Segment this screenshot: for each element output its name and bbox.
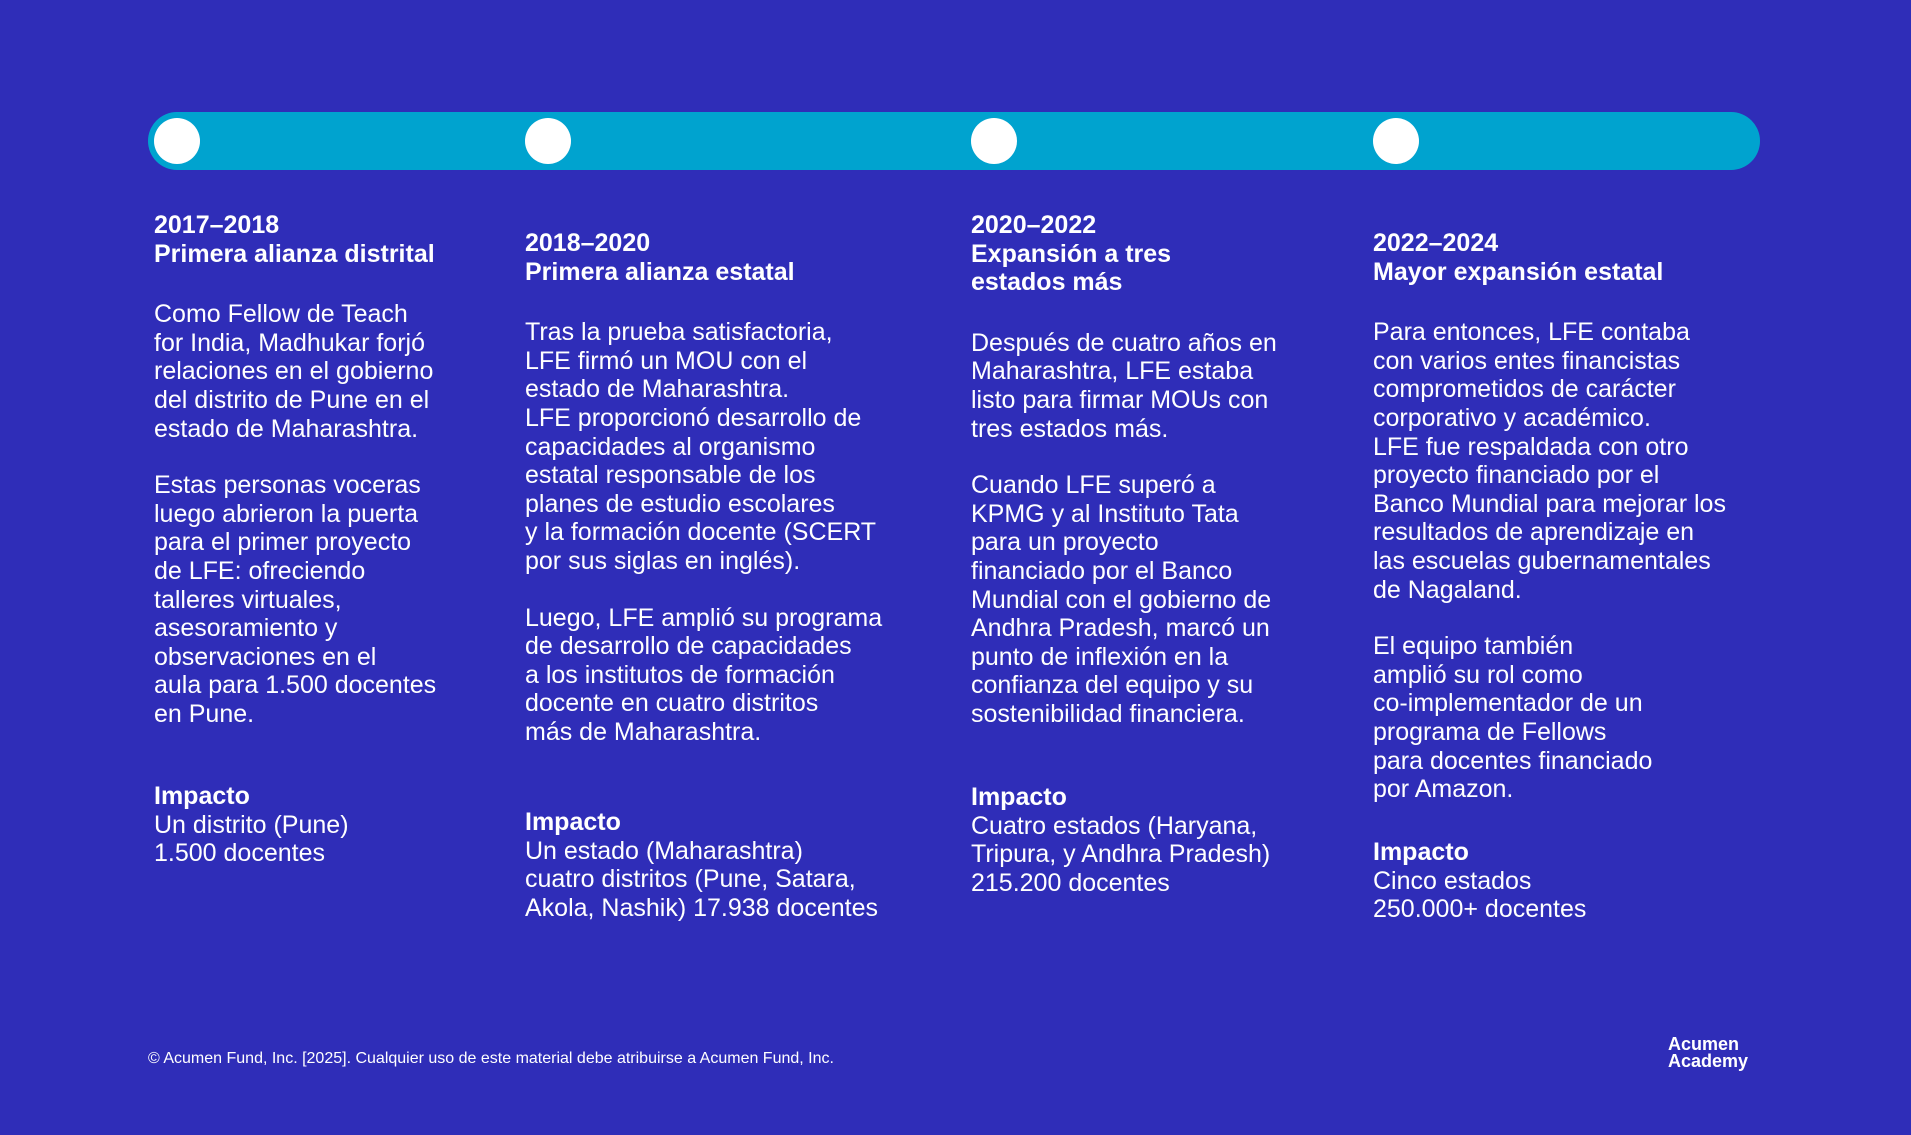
timeline-dot-1 bbox=[154, 118, 200, 164]
copyright-text: © Acumen Fund, Inc. [2025]. Cualquier uso de este material debe atribuirse a Acumen Fund, Inc. bbox=[148, 1050, 834, 1067]
stage-paragraph: Luego, LFE amplió su programa de desarrollo de capacidades a los institutos de formación docente en cuatro distritos más de Maharashtra. bbox=[525, 603, 883, 746]
impact-block bbox=[154, 782, 349, 868]
stage-title: Expansión a tres estados más bbox=[971, 239, 1172, 297]
stage-years: 2018–2020 bbox=[525, 229, 651, 257]
stage-paragraph: Para entonces, LFE contaba con varios entes financistas comprometidos de carácter corporativo y académico. LFE fue respaldada con otro proyecto financiado por el Banco Mundial para mejorar los resultados de aprendizaje en las escuelas gubernamentales de Nagaland. bbox=[1373, 318, 1726, 604]
stage-title: Primera alianza distrital bbox=[154, 239, 435, 268]
stage-column-4 bbox=[1373, 229, 1773, 924]
stage-column-1 bbox=[154, 211, 484, 868]
acumen-academy-logo: Acumen Academy bbox=[1668, 1034, 1749, 1071]
stage-paragraph: Cuando LFE superó a KPMG y al Instituto Tata para un proyecto financiado por el Banco Mundial con el gobierno de Andhra Pradesh, marcó un punto de inflexión en la confianza del equipo y su sostenibilidad financiera. bbox=[971, 471, 1272, 728]
stage-paragraph: Como Fellow de Teach for India, Madhukar forjó relaciones en el gobierno del distrito de Pune en el estado de Maharashtra. bbox=[154, 300, 434, 443]
impact-label: Impacto bbox=[525, 808, 621, 836]
stage-title: Primera alianza estatal bbox=[525, 257, 795, 286]
stage-body bbox=[525, 318, 925, 746]
impact-text: Cuatro estados (Haryana, Tripura, y Andhra Pradesh) 215.200 docentes bbox=[971, 811, 1271, 897]
impact-text: Un estado (Maharashtra) cuatro distritos (Pune, Satara, Akola, Nashik) 17.938 docentes bbox=[525, 836, 878, 922]
impact-label: Impacto bbox=[154, 782, 250, 810]
impact-block bbox=[971, 783, 1270, 897]
stage-body bbox=[971, 329, 1321, 729]
stage-paragraph: El equipo también amplió su rol como co-implementador de un programa de Fellows para docentes financiado por Amazon. bbox=[1373, 632, 1653, 804]
impact-text: Un distrito (Pune) 1.500 docentes bbox=[154, 810, 349, 868]
stage-paragraph: Tras la prueba satisfactoria, LFE firmó un MOU con el estado de Maharashtra. LFE proporcionó desarrollo de capacidades al organismo estatal responsable de los planes de estudio escolares y la formación docente (SCERT por sus siglas en inglés). bbox=[525, 318, 877, 575]
stage-column-3 bbox=[971, 211, 1321, 897]
stage-column-2 bbox=[525, 229, 925, 922]
stage-paragraph: Después de cuatro años en Maharashtra, LFE estaba listo para firmar MOUs con tres estados más. bbox=[971, 328, 1277, 443]
impact-label: Impacto bbox=[1373, 838, 1469, 866]
stage-body bbox=[154, 300, 484, 728]
stage-title: Mayor expansión estatal bbox=[1373, 257, 1664, 286]
timeline-bar bbox=[148, 112, 1760, 170]
timeline-dot-3 bbox=[971, 118, 1017, 164]
stage-body bbox=[1373, 318, 1773, 804]
impact-label: Impacto bbox=[971, 783, 1067, 811]
impact-block bbox=[525, 808, 878, 922]
stage-paragraph: Estas personas voceras luego abrieron la puerta para el primer proyecto de LFE: ofreciendo talleres virtuales, asesoramiento y observaciones en el aula para 1.500 docentes en Pune. bbox=[154, 471, 437, 728]
stage-years: 2017–2018 bbox=[154, 211, 280, 239]
stage-years: 2022–2024 bbox=[1373, 229, 1499, 257]
timeline-dot-2 bbox=[525, 118, 571, 164]
stage-years: 2020–2022 bbox=[971, 211, 1097, 239]
impact-block bbox=[1373, 838, 1586, 924]
impact-text: Cinco estados 250.000+ docentes bbox=[1373, 866, 1587, 924]
timeline-dot-4 bbox=[1373, 118, 1419, 164]
